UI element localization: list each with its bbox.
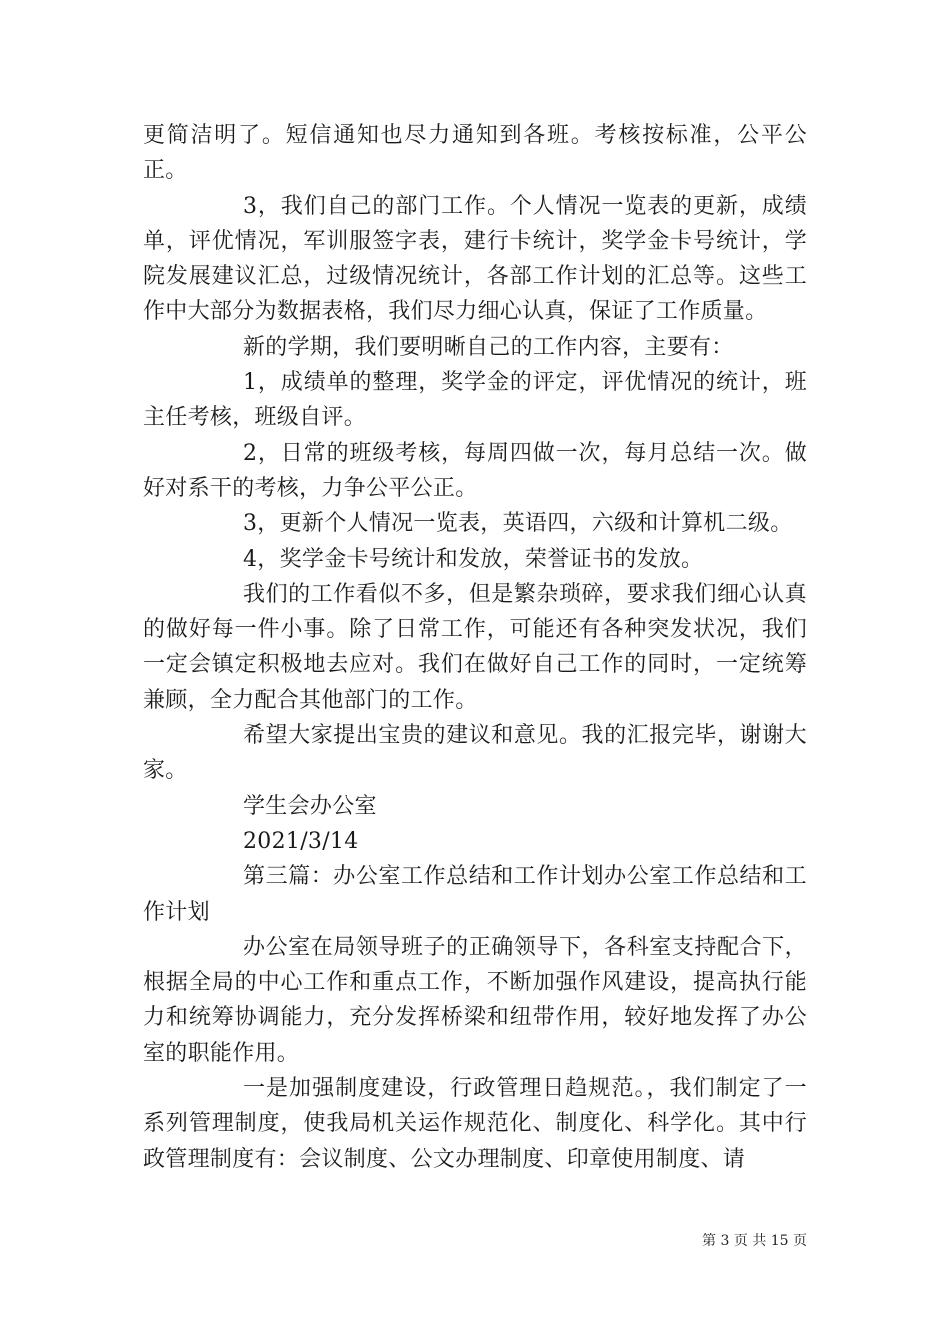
paragraph-5: 2，日常的班级考核，每周四做一次，每月总结一次。做好对系干的考核，力争公平公正。 xyxy=(143,440,807,501)
paragraph-4: 1，成绩单的整理，奖学金的评定，评优情况的统计，班主任考核，班级自评。 xyxy=(143,370,807,431)
page-number-footer: 第 3 页 共 15 页 xyxy=(702,1233,807,1249)
signature-office: 学生会办公室 xyxy=(243,793,377,819)
section-heading: 第三篇：办公室工作总结和工作计划办公室工作总结和工作计划 xyxy=(143,864,807,925)
paragraph-14: 一是加强制度建设，行政管理日趋规范。，我们制定了一系列管理制度，使我局机关运作规范化、制度化、科学化。其中行政管理制度有：会议制度、公文办理制度、印章使用制度、请 xyxy=(143,1076,807,1172)
paragraph-9: 希望大家提出宝贵的建议和意见。我的汇报完毕，谢谢大家。 xyxy=(143,723,807,784)
paragraph-6: 3，更新个人情况一览表，英语四，六级和计算机二级。 xyxy=(243,511,793,537)
paragraph-2: 3，我们自己的部门工作。个人情况一览表的更新，成绩单，评优情况，军训服签字表，建行卡统计，奖学金卡号统计，学院发展建议汇总，过级情况统计，各部工作计划的汇总等。这些工作中大部分为数据表格，我们尽力细心认真，保证了工作质量。 xyxy=(143,193,807,325)
paragraph-8: 我们的工作看似不多，但是繁杂琐碎，要求我们细心认真的做好每一件小事。除了日常工作，可能还有各种突发状况，我们一定会镇定积极地去应对。我们在做好自己工作的同时，一定统筹兼顾，全力配合其他部门的工作。 xyxy=(143,581,807,713)
paragraph-13: 办公室在局领导班子的正确领导下，各科室支持配合下，根据全局的中心工作和重点工作，不断加强作风建设，提高执行能力和统筹协调能力，充分发挥桥梁和纽带作用，较好地发挥了办公室的职能作用。 xyxy=(143,934,807,1066)
paragraph-7: 4，奖学金卡号统计和发放，荣誉证书的发放。 xyxy=(243,546,704,572)
document-body xyxy=(143,118,807,1218)
paragraph-3: 新的学期，我们要明晰自己的工作内容，主要有： xyxy=(243,334,734,360)
signature-date: 2021/3/14 xyxy=(243,828,359,854)
paragraph-1: 更简洁明了。短信通知也尽力通知到各班。考核按标准，公平公正。 xyxy=(143,123,807,184)
